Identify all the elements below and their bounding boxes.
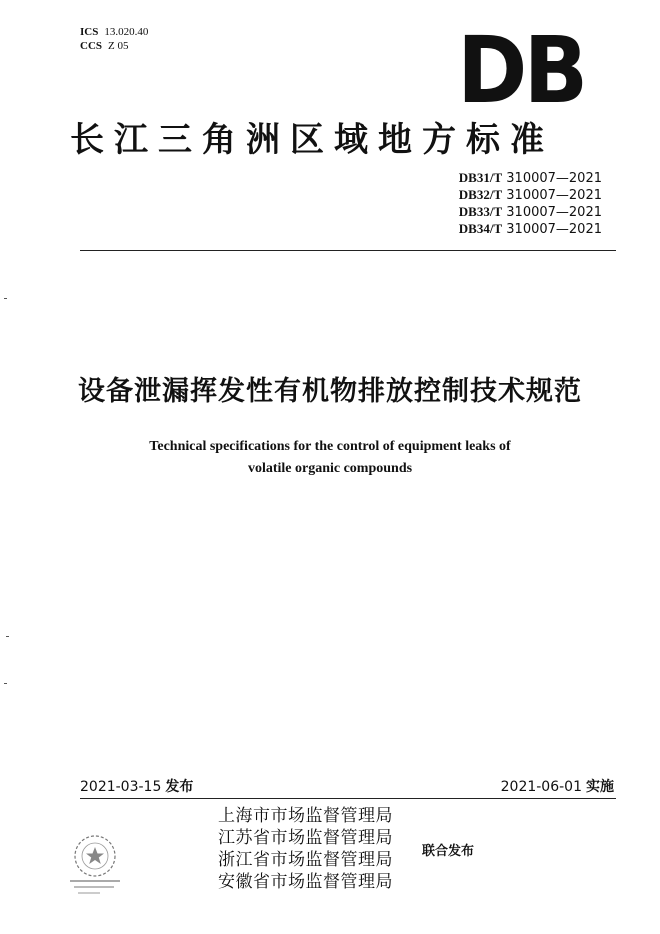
official-seal-icon: [60, 826, 130, 896]
bottom-divider: [80, 798, 616, 799]
ics-label: ICS: [80, 26, 99, 38]
doc-number-2: DB32/T 310007—2021: [458, 187, 602, 203]
ics-value: 13.020.40: [104, 26, 149, 38]
ics-code: [80, 25, 148, 39]
issue-date-value: 2021-03-15: [80, 779, 162, 795]
joint-release-label: 联合发布: [422, 844, 475, 859]
issuer-shanghai: 上海市市场监督管理局: [218, 806, 393, 826]
scan-speck: [4, 298, 7, 299]
ccs-label: CCS: [80, 40, 103, 52]
scan-speck: [6, 636, 9, 637]
classification-codes: [80, 25, 148, 53]
title-en-line-2: volatile organic compounds: [247, 461, 413, 476]
issue-date-label: 发布: [165, 779, 194, 795]
ccs-value: Z 05: [108, 40, 129, 52]
doc-number-3: DB33/T 310007—2021: [458, 204, 602, 220]
document-title-chinese: 设备泄漏挥发性有机物排放控制技术规范: [78, 376, 582, 407]
db-logo: DB: [456, 17, 584, 124]
scan-speck: [4, 683, 7, 684]
issuer-jiangsu: 江苏省市场监督管理局: [218, 828, 393, 848]
issuer-anhui: 安徽省市场监督管理局: [218, 872, 393, 892]
document-numbers: [459, 170, 602, 238]
doc-number-4: DB34/T 310007—2021: [458, 221, 602, 237]
ccs-code: [80, 39, 148, 53]
top-divider: [80, 250, 616, 251]
issuer-zhejiang: 浙江省市场监督管理局: [218, 850, 393, 870]
issuing-authorities: [218, 805, 393, 893]
title-en-line-1: Technical specifications for the control of equipment leaks of: [149, 439, 511, 454]
impl-date-value: 2021-06-01: [500, 779, 582, 795]
implementation-date: [501, 776, 614, 796]
document-title-english: [0, 436, 660, 480]
standard-category-title: 长江三角洲区域地方标准: [70, 120, 554, 160]
impl-date-label: 实施: [586, 779, 614, 795]
issue-date: [80, 776, 193, 796]
doc-number-1: DB31/T 310007—2021: [458, 170, 602, 186]
